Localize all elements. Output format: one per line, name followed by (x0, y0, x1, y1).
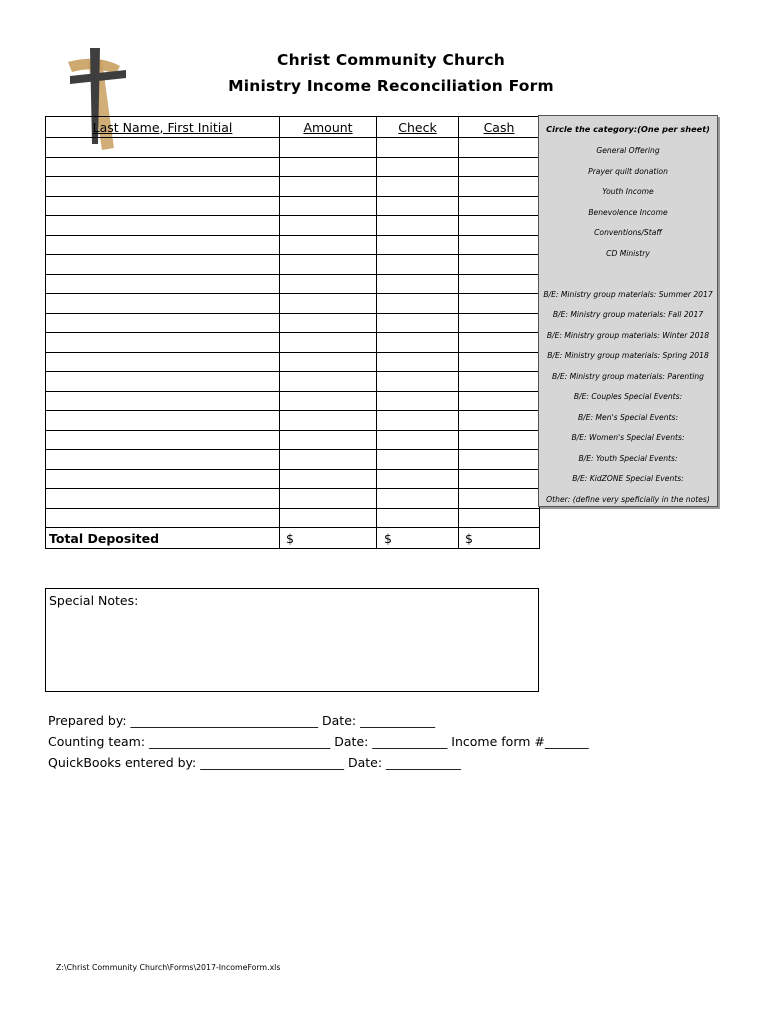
cell-amount[interactable] (280, 313, 377, 333)
total-check[interactable]: $ (377, 528, 459, 549)
cell-amount[interactable] (280, 411, 377, 431)
category-item[interactable]: B/E: Men's Special Events: (577, 412, 679, 422)
col-header-check: Check (377, 117, 459, 138)
category-item[interactable]: B/E: Ministry group materials: Fall 2017 (552, 310, 704, 319)
cell-cash[interactable] (459, 235, 540, 255)
cell-cash[interactable] (459, 313, 540, 333)
category-item[interactable]: Conventions/Staff (594, 228, 662, 237)
cell-name[interactable] (46, 138, 280, 158)
table-row (46, 235, 540, 255)
cell-name[interactable] (46, 391, 280, 411)
cell-name[interactable] (46, 372, 280, 392)
cell-check[interactable] (377, 216, 459, 236)
category-heading: Circle the category:(One per sheet) (546, 124, 710, 134)
file-path: Z:\Christ Community Church\Forms\2017-IncomeForm.xls (56, 963, 281, 972)
category-item[interactable]: B/E: Women's Special Events: (571, 433, 685, 442)
table-row (46, 352, 540, 372)
table-row (46, 508, 540, 528)
total-cash[interactable]: $ (459, 528, 540, 549)
table-row (46, 469, 540, 489)
form-title: Ministry Income Reconciliation Form (228, 77, 554, 95)
table-row (46, 274, 540, 294)
table-row (46, 450, 540, 470)
cell-amount[interactable] (280, 430, 377, 450)
cell-cash[interactable] (459, 469, 540, 489)
table-row (46, 216, 540, 236)
category-item[interactable]: Benevolence Income (588, 207, 668, 217)
cell-amount[interactable] (280, 489, 377, 509)
cell-check[interactable] (377, 469, 459, 489)
special-notes-box[interactable] (45, 588, 539, 692)
cell-amount[interactable] (280, 157, 377, 177)
prepared-by-line[interactable]: Prepared by: ______________________________ Date: ____________ (48, 713, 436, 728)
cell-check[interactable] (377, 274, 459, 294)
table-row (46, 157, 540, 177)
cell-amount[interactable] (280, 469, 377, 489)
cell-check[interactable] (377, 294, 459, 314)
cell-cash[interactable] (459, 255, 540, 275)
table-row (46, 196, 540, 216)
cell-name[interactable] (46, 294, 280, 314)
category-item[interactable]: B/E: Couples Special Events: (573, 392, 683, 401)
cell-name[interactable] (46, 333, 280, 353)
cell-check[interactable] (377, 177, 459, 197)
category-item[interactable]: B/E: Ministry group materials: Spring 2018 (547, 351, 709, 360)
category-item[interactable]: CD Ministry (606, 248, 650, 258)
cell-cash[interactable] (459, 450, 540, 470)
income-table (45, 116, 540, 549)
cell-cash[interactable] (459, 430, 540, 450)
cell-amount[interactable] (280, 450, 377, 470)
table-row (46, 294, 540, 314)
category-item[interactable]: B/E: Ministry group materials: Parenting (552, 371, 704, 381)
col-header-cash: Cash (459, 117, 540, 138)
cell-name[interactable] (46, 411, 280, 431)
counting-team-line[interactable]: Counting team: _____________________________ Date: ____________ Income form #_______ (48, 734, 589, 749)
cell-name[interactable] (46, 469, 280, 489)
table-row (46, 255, 540, 275)
category-panel (538, 115, 718, 507)
cell-cash[interactable] (459, 489, 540, 509)
cell-amount[interactable] (280, 333, 377, 353)
cell-check[interactable] (377, 352, 459, 372)
cell-cash[interactable] (459, 294, 540, 314)
total-row (46, 528, 540, 549)
quickbooks-line[interactable]: QuickBooks entered by: _______________________ Date: ____________ (48, 755, 462, 770)
table-header-row (46, 117, 540, 138)
cell-name[interactable] (46, 216, 280, 236)
cell-amount[interactable] (280, 352, 377, 372)
cell-name[interactable] (46, 274, 280, 294)
cell-cash[interactable] (459, 372, 540, 392)
table-row (46, 430, 540, 450)
cell-amount[interactable] (280, 216, 377, 236)
cell-cash[interactable] (459, 216, 540, 236)
cell-name[interactable] (46, 196, 280, 216)
cell-cash[interactable] (459, 138, 540, 158)
table-row (46, 411, 540, 431)
cell-check[interactable] (377, 333, 459, 353)
cell-check[interactable] (377, 157, 459, 177)
category-item[interactable]: B/E: Youth Special Events: (578, 453, 678, 463)
table-row (46, 391, 540, 411)
table-row (46, 333, 540, 353)
col-header-name: Last Name, First Initial (46, 117, 280, 138)
cell-cash[interactable] (459, 508, 540, 528)
cell-check[interactable] (377, 372, 459, 392)
cell-check[interactable] (377, 430, 459, 450)
total-label: Total Deposited (46, 528, 280, 549)
cell-amount[interactable] (280, 274, 377, 294)
cell-amount[interactable] (280, 255, 377, 275)
cell-check[interactable] (377, 391, 459, 411)
cell-cash[interactable] (459, 411, 540, 431)
table-row (46, 138, 540, 158)
cell-name[interactable] (46, 157, 280, 177)
cell-cash[interactable] (459, 333, 540, 353)
cell-name[interactable] (46, 508, 280, 528)
category-item[interactable]: Prayer quilt donation (588, 166, 668, 176)
cell-name[interactable] (46, 450, 280, 470)
cell-check[interactable] (377, 489, 459, 509)
cell-amount[interactable] (280, 391, 377, 411)
col-header-amount: Amount (280, 117, 377, 138)
cell-check[interactable] (377, 138, 459, 158)
cell-name[interactable] (46, 255, 280, 275)
table-row (46, 313, 540, 333)
cell-check[interactable] (377, 255, 459, 275)
category-item[interactable]: Youth Income (602, 187, 654, 196)
cell-check[interactable] (377, 313, 459, 333)
cell-cash[interactable] (459, 352, 540, 372)
category-item[interactable]: B/E: Ministry group materials: Summer 2017 (543, 289, 713, 299)
cell-check[interactable] (377, 235, 459, 255)
cell-name[interactable] (46, 489, 280, 509)
cell-name[interactable] (46, 235, 280, 255)
cell-name[interactable] (46, 313, 280, 333)
category-item[interactable]: General Offering (596, 146, 660, 155)
cell-amount[interactable] (280, 196, 377, 216)
cell-cash[interactable] (459, 157, 540, 177)
cell-check[interactable] (377, 411, 459, 431)
cell-amount[interactable] (280, 177, 377, 197)
table-row (46, 177, 540, 197)
cell-amount[interactable] (280, 508, 377, 528)
cell-amount[interactable] (280, 235, 377, 255)
cell-amount[interactable] (280, 294, 377, 314)
cell-amount[interactable] (280, 138, 377, 158)
cell-name[interactable] (46, 430, 280, 450)
cell-check[interactable] (377, 196, 459, 216)
category-item[interactable]: Other: (define very speficially in the notes) (546, 494, 710, 504)
cell-amount[interactable] (280, 372, 377, 392)
cell-name[interactable] (46, 352, 280, 372)
total-amount[interactable]: $ (280, 528, 377, 549)
cell-check[interactable] (377, 508, 459, 528)
cell-cash[interactable] (459, 274, 540, 294)
special-notes-label: Special Notes: (49, 593, 139, 608)
table-row (46, 372, 540, 392)
cell-cash[interactable] (459, 391, 540, 411)
cell-cash[interactable] (459, 177, 540, 197)
category-item[interactable]: B/E: KidZONE Special Events: (572, 474, 684, 483)
category-item[interactable]: B/E: Ministry group materials: Winter 2018 (546, 330, 710, 340)
cell-check[interactable] (377, 450, 459, 470)
cell-cash[interactable] (459, 196, 540, 216)
table-row (46, 489, 540, 509)
church-name: Christ Community Church (277, 51, 505, 69)
cell-name[interactable] (46, 177, 280, 197)
